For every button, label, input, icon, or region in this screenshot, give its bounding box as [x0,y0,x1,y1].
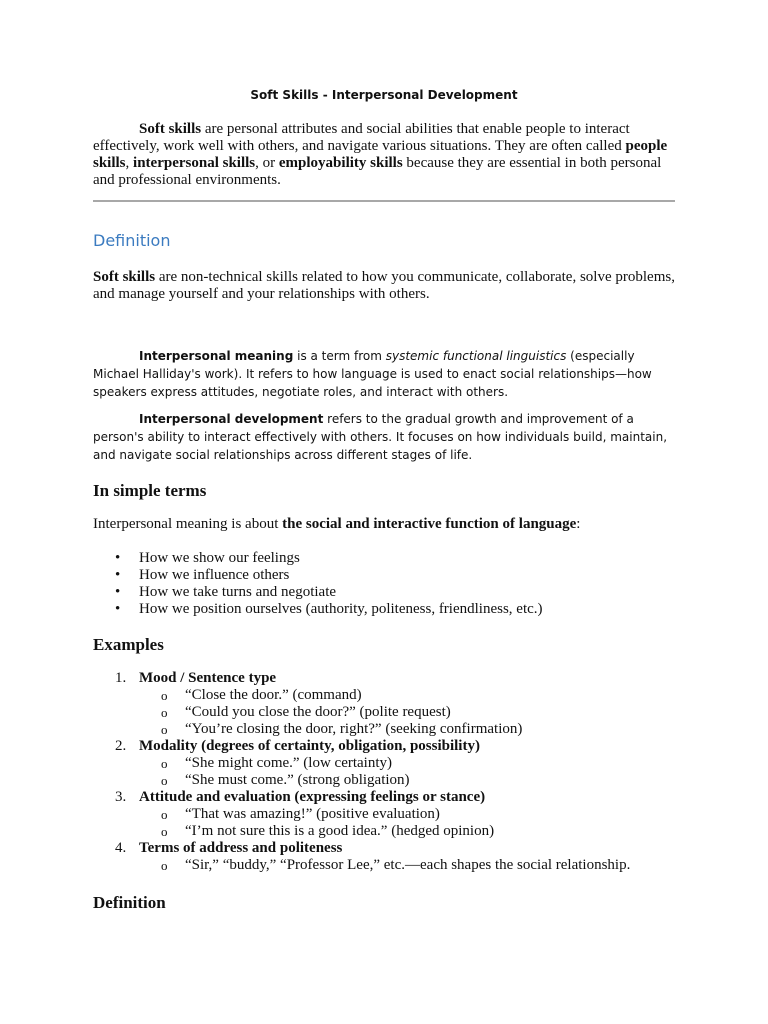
example-subitem: o “I’m not sure this is a good idea.” (hedged opinion) [139,823,693,840]
example-number: 4. [115,840,127,856]
example-sublist [139,755,693,789]
intro-text-3: , or [255,155,279,171]
example-sublist [139,806,693,840]
interpersonal-meaning-text-1: is a term from [293,349,386,363]
definition-text: are non-technical skills related to how you communicate, collaborate, solve problems, and manage yourself and your relationships with others. [93,269,675,302]
interpersonal-development-term: Interpersonal development [139,412,324,426]
examples-list [93,670,693,874]
simple-terms-intro [93,516,580,533]
example-subitem: o “She must come.” (strong obligation) [139,772,693,789]
list-item: • How we influence others [93,567,543,584]
horizontal-divider [93,200,675,202]
example-subitem: o “That was amazing!” (positive evaluation) [139,806,693,823]
list-item: • How we show our feelings [93,550,543,567]
example-item-address [93,840,693,874]
interpersonal-meaning-text-2: (especially Michael Halliday's work). It refers to how language is used to enact social relationships—how speakers express attitudes, negotiate roles, and interact with others. [93,349,652,399]
example-item-mood [93,670,693,738]
example-subitem: o “Could you close the door?” (polite request) [139,704,693,721]
examples-heading: Examples [93,635,164,654]
example-heading: Modality (degrees of certainty, obligation, possibility) [139,738,480,754]
example-item-attitude [93,789,693,840]
example-number: 1. [115,670,127,686]
simple-terms-list [93,550,543,618]
example-subitem: o “You’re closing the door, right?” (seeking confirmation) [139,721,693,738]
definition-bold-soft-skills: Soft skills [93,269,156,285]
example-heading: Mood / Sentence type [139,670,277,686]
intro-text-4: because they are essential in both personal and professional environments. [93,155,662,188]
example-subitem: o “Sir,” “buddy,” “Professor Lee,” etc.—each shapes the social relationship. [139,857,693,874]
interpersonal-development-text: refers to the gradual growth and improvement of a person's ability to interact effectively with others. It focuses on how individuals build, maintain, and navigate social relationships across different stages of life. [93,412,668,462]
example-subitem: o “Close the door.” (command) [139,687,693,704]
example-heading: Attitude and evaluation (expressing feelings or stance) [139,789,486,805]
interpersonal-meaning-italic: systemic functional linguistics [385,349,567,363]
simple-terms-text-1: Interpersonal meaning is about [93,516,283,532]
definition-heading-2: Definition [93,893,166,912]
example-number: 2. [115,738,127,754]
intro-paragraph [93,121,675,189]
simple-terms-bold: the social and interactive function of language [282,516,577,532]
interpersonal-development-paragraph [93,410,675,464]
interpersonal-meaning-term: Interpersonal meaning [139,349,294,363]
simple-terms-heading: In simple terms [93,481,207,500]
document-title: Soft Skills - Interpersonal Development [250,88,518,102]
intro-text-2: , [125,155,134,171]
intro-bold-employability-skills: employability skills [278,155,403,171]
example-heading: Terms of address and politeness [139,840,343,856]
simple-terms-text-2: : [576,516,581,532]
example-number: 3. [115,789,127,805]
list-item: • How we take turns and negotiate [93,584,543,601]
example-sublist [139,857,693,874]
example-sublist [139,687,693,738]
example-subitem: o “She might come.” (low certainty) [139,755,693,772]
list-item: • How we position ourselves (authority, politeness, friendliness, etc.) [93,601,543,618]
example-item-modality [93,738,693,789]
intro-bold-interpersonal-skills: interpersonal skills [133,155,256,171]
intro-text-1: are personal attributes and social abilities that enable people to interact effectively, work well with others, and navigate various situations. They are often called [93,121,630,154]
intro-bold-soft-skills: Soft skills [139,121,202,137]
interpersonal-meaning-paragraph [93,347,675,401]
definition-heading: Definition [93,231,171,250]
intro-bold-people-skills: people skills [93,138,668,171]
definition-paragraph [93,269,675,303]
